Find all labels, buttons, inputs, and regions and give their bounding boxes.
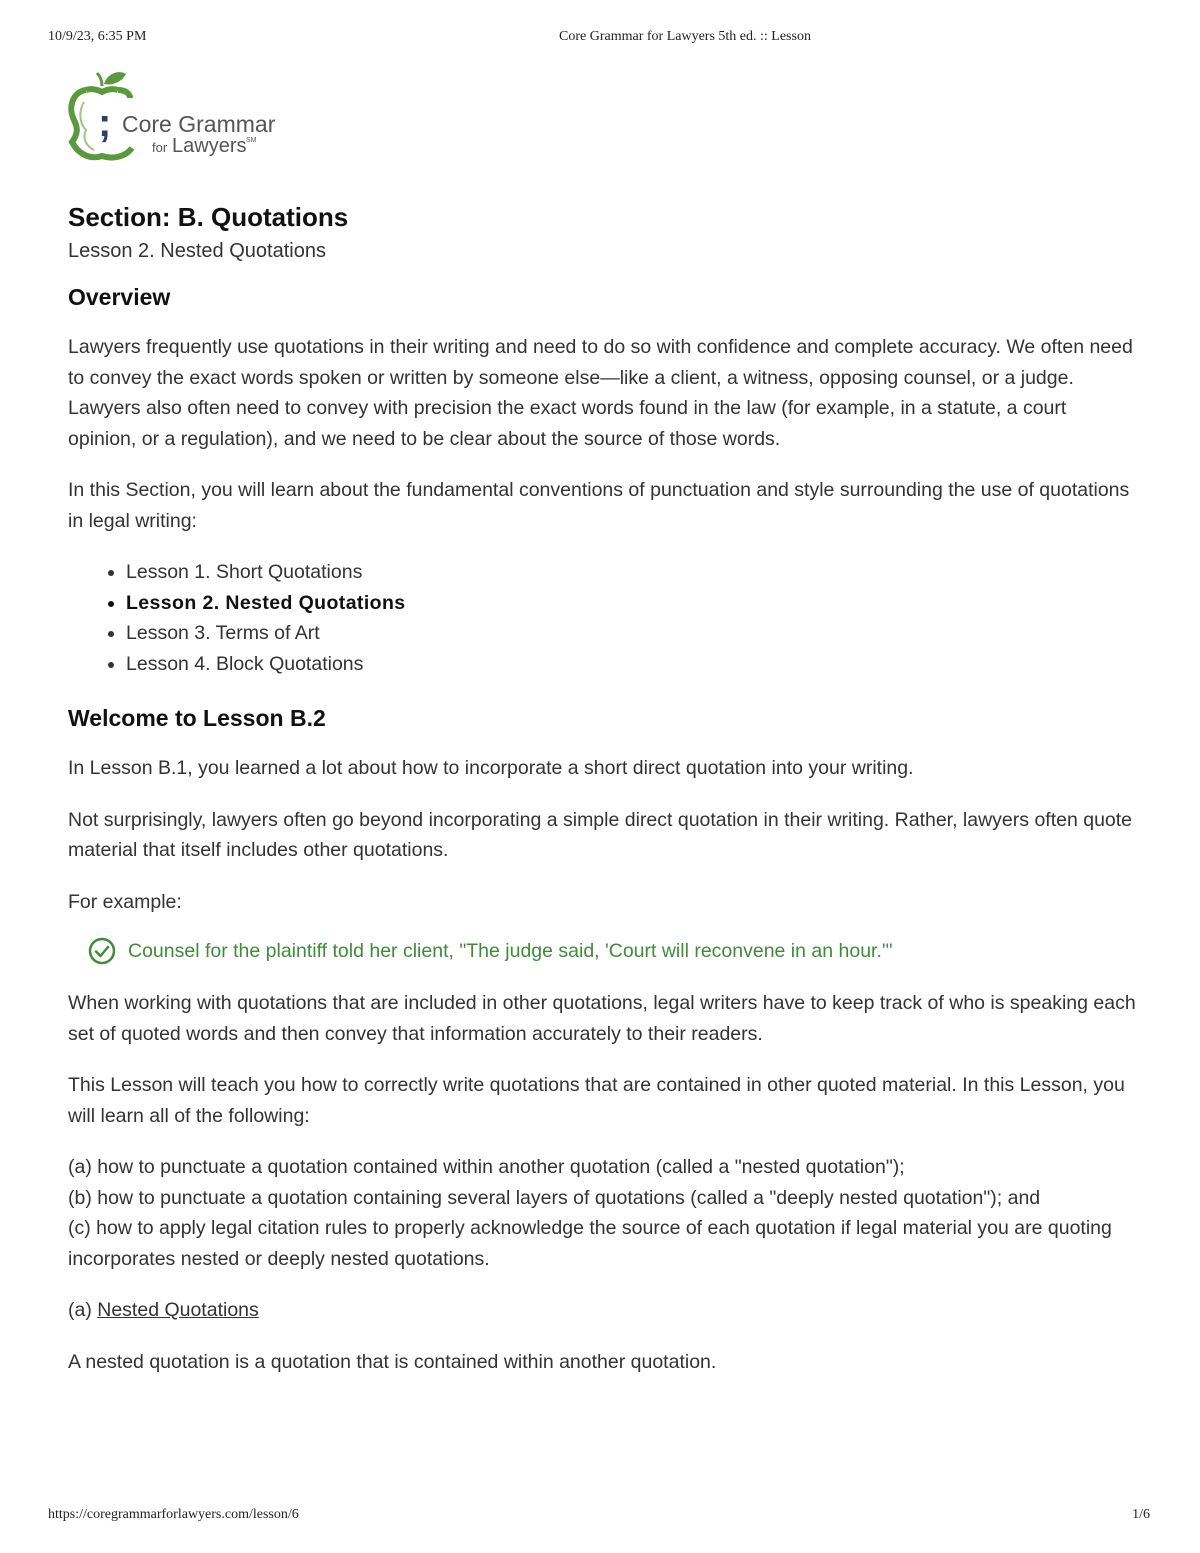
print-date: 10/9/23, 6:35 PM <box>48 29 147 44</box>
logo-line2-small: for <box>152 140 168 155</box>
print-footer <box>0 1507 1200 1527</box>
lesson-link-1[interactable]: • Lesson 1. Short Quotations <box>126 557 1138 588</box>
nested-definition: A nested quotation is a quotation that is contained within another quotation. <box>68 1350 717 1373</box>
section-lesson-list <box>68 557 1138 679</box>
page-number: 1/6 <box>1132 1507 1150 1522</box>
core-grammar-logo[interactable] <box>64 68 304 164</box>
overview-paragraph-2: In this Section, you will learn about the fundamental conventions of punctuation and style surrounding the use of quotations in legal writing: <box>68 479 1130 532</box>
logo-semicolon: ; <box>98 101 112 145</box>
nested-prefix: (a) <box>68 1299 98 1321</box>
lesson-link-3[interactable]: • Lesson 3. Terms of Art <box>126 618 1138 649</box>
overview-heading: Overview <box>68 284 171 310</box>
correct-example <box>88 936 1138 966</box>
logo-service-mark: SM <box>246 137 257 144</box>
welcome-heading: Welcome to Lesson B.2 <box>68 705 326 731</box>
logo-line2: Lawyers <box>172 135 247 157</box>
objective-a: (a) how to punctuate a quotation contained within another quotation (called a "nested quotation"); <box>68 1156 905 1178</box>
print-header <box>0 29 1200 49</box>
welcome-paragraph-1: In Lesson B.1, you learned a lot about how to incorporate a short direct quotation into your writing. <box>68 757 914 779</box>
page-url[interactable]: https://coregrammarforlawyers.com/lesson/6 <box>48 1507 299 1522</box>
lesson-link-2-current[interactable]: • Lesson 2. Nested Quotations <box>126 588 1138 619</box>
objective-c: (c) how to apply legal citation rules to properly acknowledge the source of each quotation if legal material you are quoting incorporates nested or deeply nested quotations. <box>68 1217 1112 1270</box>
check-circle-icon <box>88 937 116 965</box>
overview-paragraph-1: Lawyers frequently use quotations in their writing and need to do so with confidence and complete accuracy. We often need to convey the exact words spoken or written by someone else—like a client, a witness, opposing counsel, or a judge. Lawyers also often need to convey with precision the exact words found in the law (for example, in a statute, a court opinion, or a regulation), and we need to be clear about the source of those words. <box>68 336 1133 450</box>
nested-quotations-heading <box>68 1295 1138 1326</box>
lesson-link-4[interactable]: • Lesson 4. Block Quotations <box>126 649 1138 680</box>
nested-heading-text: Nested Quotations <box>97 1299 259 1321</box>
welcome-paragraph-3: When working with quotations that are included in other quotations, legal writers have to keep track of who is speaking each set of quoted words and then convey that information accurately to their readers. <box>68 992 1136 1045</box>
welcome-paragraph-2: Not surprisingly, lawyers often go beyond incorporating a simple direct quotation in their writing. Rather, lawyers often quote material that itself includes other quotations. <box>68 808 1133 861</box>
objective-b: (b) how to punctuate a quotation containing several layers of quotations (called a "deeply nested quotation"); and <box>68 1186 1041 1209</box>
apple-logo-icon <box>64 68 304 164</box>
for-example-label: For example: <box>68 890 182 913</box>
section-title: Section: B. Quotations <box>68 202 349 232</box>
lesson-subtitle: Lesson 2. Nested Quotations <box>68 240 326 262</box>
welcome-paragraph-4: This Lesson will teach you how to correctly write quotations that are contained in other quoted material. In this Lesson, you will learn all of the following: <box>68 1074 1125 1127</box>
print-doc-title: Core Grammar for Lawyers 5th ed. :: Lesson <box>559 29 811 44</box>
lesson-content <box>68 198 1138 1398</box>
learning-objectives <box>68 1152 1138 1274</box>
logo-line1: Core Grammar <box>122 111 276 137</box>
example-sentence: Counsel for the plaintiff told her client, "The judge said, 'Court will reconvene in an hour.'" <box>128 940 893 962</box>
